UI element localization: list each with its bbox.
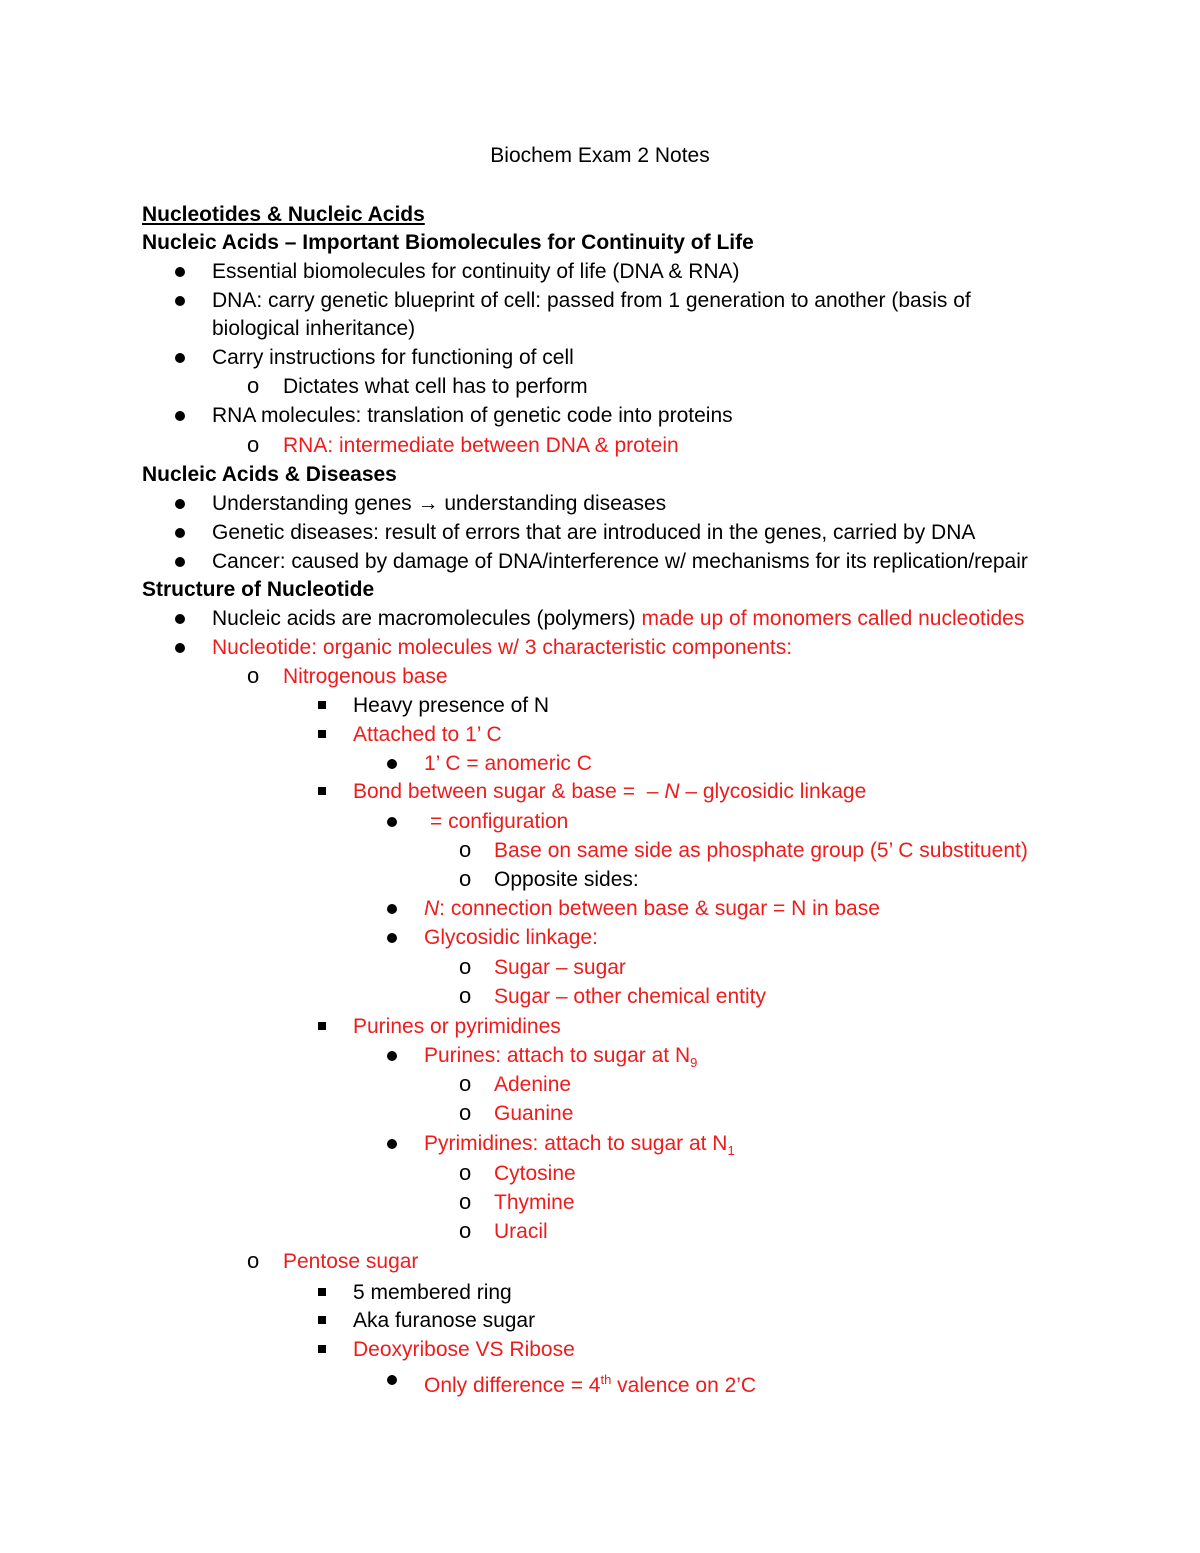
list-item: Heavy presence of N bbox=[353, 694, 550, 717]
square-bullet-icon bbox=[318, 701, 326, 709]
square-bullet-icon bbox=[318, 1316, 326, 1324]
hollow-bullet-icon: o bbox=[459, 837, 472, 862]
list-item: 5 membered ring bbox=[353, 1281, 512, 1304]
superscript: th bbox=[600, 1372, 612, 1387]
list-item: Purines or pyrimidines bbox=[353, 1015, 561, 1038]
bullet-icon bbox=[387, 933, 397, 943]
list-item: Essential biomolecules for continuity of life (DNA & RNA) bbox=[212, 260, 740, 283]
list-item-text: Pyrimidines: attach to sugar at N bbox=[424, 1132, 728, 1155]
list-item: Cancer: caused by damage of DNA/interference w/ mechanisms for its replication/repair bbox=[212, 550, 1028, 573]
list-item bbox=[424, 1366, 756, 1400]
bullet-icon bbox=[387, 759, 397, 769]
list-item: Adenine bbox=[494, 1073, 572, 1096]
hollow-bullet-icon: o bbox=[247, 663, 260, 688]
list-item: Opposite sides: bbox=[494, 868, 639, 891]
list-item: Uracil bbox=[494, 1220, 548, 1243]
list-item: DNA: carry genetic blueprint of cell: passed from 1 generation to another (basis of bbox=[212, 289, 971, 312]
list-item-text: – glycosidic linkage bbox=[685, 780, 867, 803]
bullet-icon bbox=[175, 499, 185, 509]
list-item: Carry instructions for functioning of cell bbox=[212, 346, 574, 369]
list-item: Attached to 1’ C bbox=[353, 723, 502, 746]
list-item-italic: N bbox=[664, 780, 680, 803]
right-arrow-icon: → bbox=[417, 492, 439, 515]
list-item-text: Only difference = 4 bbox=[424, 1374, 601, 1397]
heading-diseases: Nucleic Acids & Diseases bbox=[142, 463, 397, 486]
bullet-icon bbox=[175, 528, 185, 538]
list-item: Cytosine bbox=[494, 1162, 576, 1185]
list-item: Pentose sugar bbox=[283, 1250, 419, 1273]
heading-continuity: Nucleic Acids – Important Biomolecules for Continuity of Life bbox=[142, 231, 754, 254]
square-bullet-icon bbox=[318, 1288, 326, 1296]
list-item: Aka furanose sugar bbox=[353, 1309, 536, 1332]
bullet-icon bbox=[175, 267, 185, 277]
bullet-icon bbox=[387, 1139, 397, 1149]
hollow-bullet-icon: o bbox=[459, 1160, 472, 1185]
list-item: Sugar – sugar bbox=[494, 956, 626, 979]
bullet-icon bbox=[175, 411, 185, 421]
list-item: RNA: intermediate between DNA & protein bbox=[283, 434, 679, 457]
list-item-italic: N bbox=[424, 897, 440, 920]
hollow-bullet-icon: o bbox=[459, 1100, 472, 1125]
list-item bbox=[212, 490, 666, 518]
bullet-icon bbox=[387, 817, 397, 827]
list-item: Base on same side as phosphate group (5’ C substituent) bbox=[494, 839, 1028, 862]
square-bullet-icon bbox=[318, 787, 326, 795]
hollow-bullet-icon: o bbox=[459, 954, 472, 979]
hollow-bullet-icon: o bbox=[459, 866, 472, 891]
hollow-bullet-icon: o bbox=[247, 1248, 260, 1273]
bullet-icon bbox=[175, 557, 185, 567]
subscript: 1 bbox=[727, 1143, 735, 1158]
list-item-continued: biological inheritance) bbox=[212, 317, 416, 340]
list-item bbox=[353, 778, 866, 806]
list-item-text: valence on 2’C bbox=[617, 1374, 757, 1397]
bullet-icon bbox=[175, 614, 185, 624]
list-item: Nitrogenous base bbox=[283, 665, 448, 688]
list-item: RNA molecules: translation of genetic code into proteins bbox=[212, 404, 733, 427]
section-heading: Nucleotides & Nucleic Acids bbox=[142, 203, 425, 226]
bullet-icon bbox=[387, 1375, 397, 1385]
list-item-text: – bbox=[646, 780, 659, 803]
hollow-bullet-icon: o bbox=[247, 373, 260, 398]
hollow-bullet-icon: o bbox=[459, 1071, 472, 1096]
list-item: Dictates what cell has to perform bbox=[283, 375, 588, 398]
bullet-icon bbox=[175, 643, 185, 653]
bullet-icon bbox=[387, 1051, 397, 1061]
square-bullet-icon bbox=[318, 1345, 326, 1353]
bullet-icon bbox=[387, 904, 397, 914]
list-item-text: Understanding genes bbox=[212, 492, 412, 515]
hollow-bullet-icon: o bbox=[459, 983, 472, 1008]
list-item: Nucleotide: organic molecules w/ 3 characteristic components: bbox=[212, 636, 793, 659]
list-item: Sugar – other chemical entity bbox=[494, 985, 766, 1008]
list-item-text: understanding diseases bbox=[444, 492, 667, 515]
bullet-icon bbox=[175, 353, 185, 363]
list-item: Thymine bbox=[494, 1191, 575, 1214]
list-item-text: : connection between base & sugar = N in base bbox=[439, 897, 880, 920]
hollow-bullet-icon: o bbox=[247, 432, 260, 457]
list-item-highlight: made up of monomers called nucleotides bbox=[641, 607, 1025, 630]
square-bullet-icon bbox=[318, 1022, 326, 1030]
list-item-text: Nucleic acids are macromolecules (polymers) bbox=[212, 607, 636, 630]
list-item: Genetic diseases: result of errors that are introduced in the genes, carried by DNA bbox=[212, 521, 976, 544]
list-item: 1’ C = anomeric C bbox=[424, 752, 592, 775]
list-item: = configuration bbox=[430, 810, 569, 833]
list-item bbox=[424, 895, 880, 923]
page-title: Biochem Exam 2 Notes bbox=[490, 144, 710, 167]
list-item: Deoxyribose VS Ribose bbox=[353, 1338, 575, 1361]
hollow-bullet-icon: o bbox=[459, 1189, 472, 1214]
hollow-bullet-icon: o bbox=[459, 1218, 472, 1243]
bullet-icon bbox=[175, 296, 185, 306]
heading-structure: Structure of Nucleotide bbox=[142, 578, 375, 601]
list-item: Glycosidic linkage: bbox=[424, 926, 598, 949]
list-item-text: Purines: attach to sugar at N bbox=[424, 1044, 691, 1067]
list-item bbox=[212, 605, 1024, 633]
subscript: 9 bbox=[690, 1055, 698, 1070]
list-item-text: Bond between sugar & base = bbox=[353, 780, 635, 803]
list-item: Guanine bbox=[494, 1102, 574, 1125]
square-bullet-icon bbox=[318, 730, 326, 738]
